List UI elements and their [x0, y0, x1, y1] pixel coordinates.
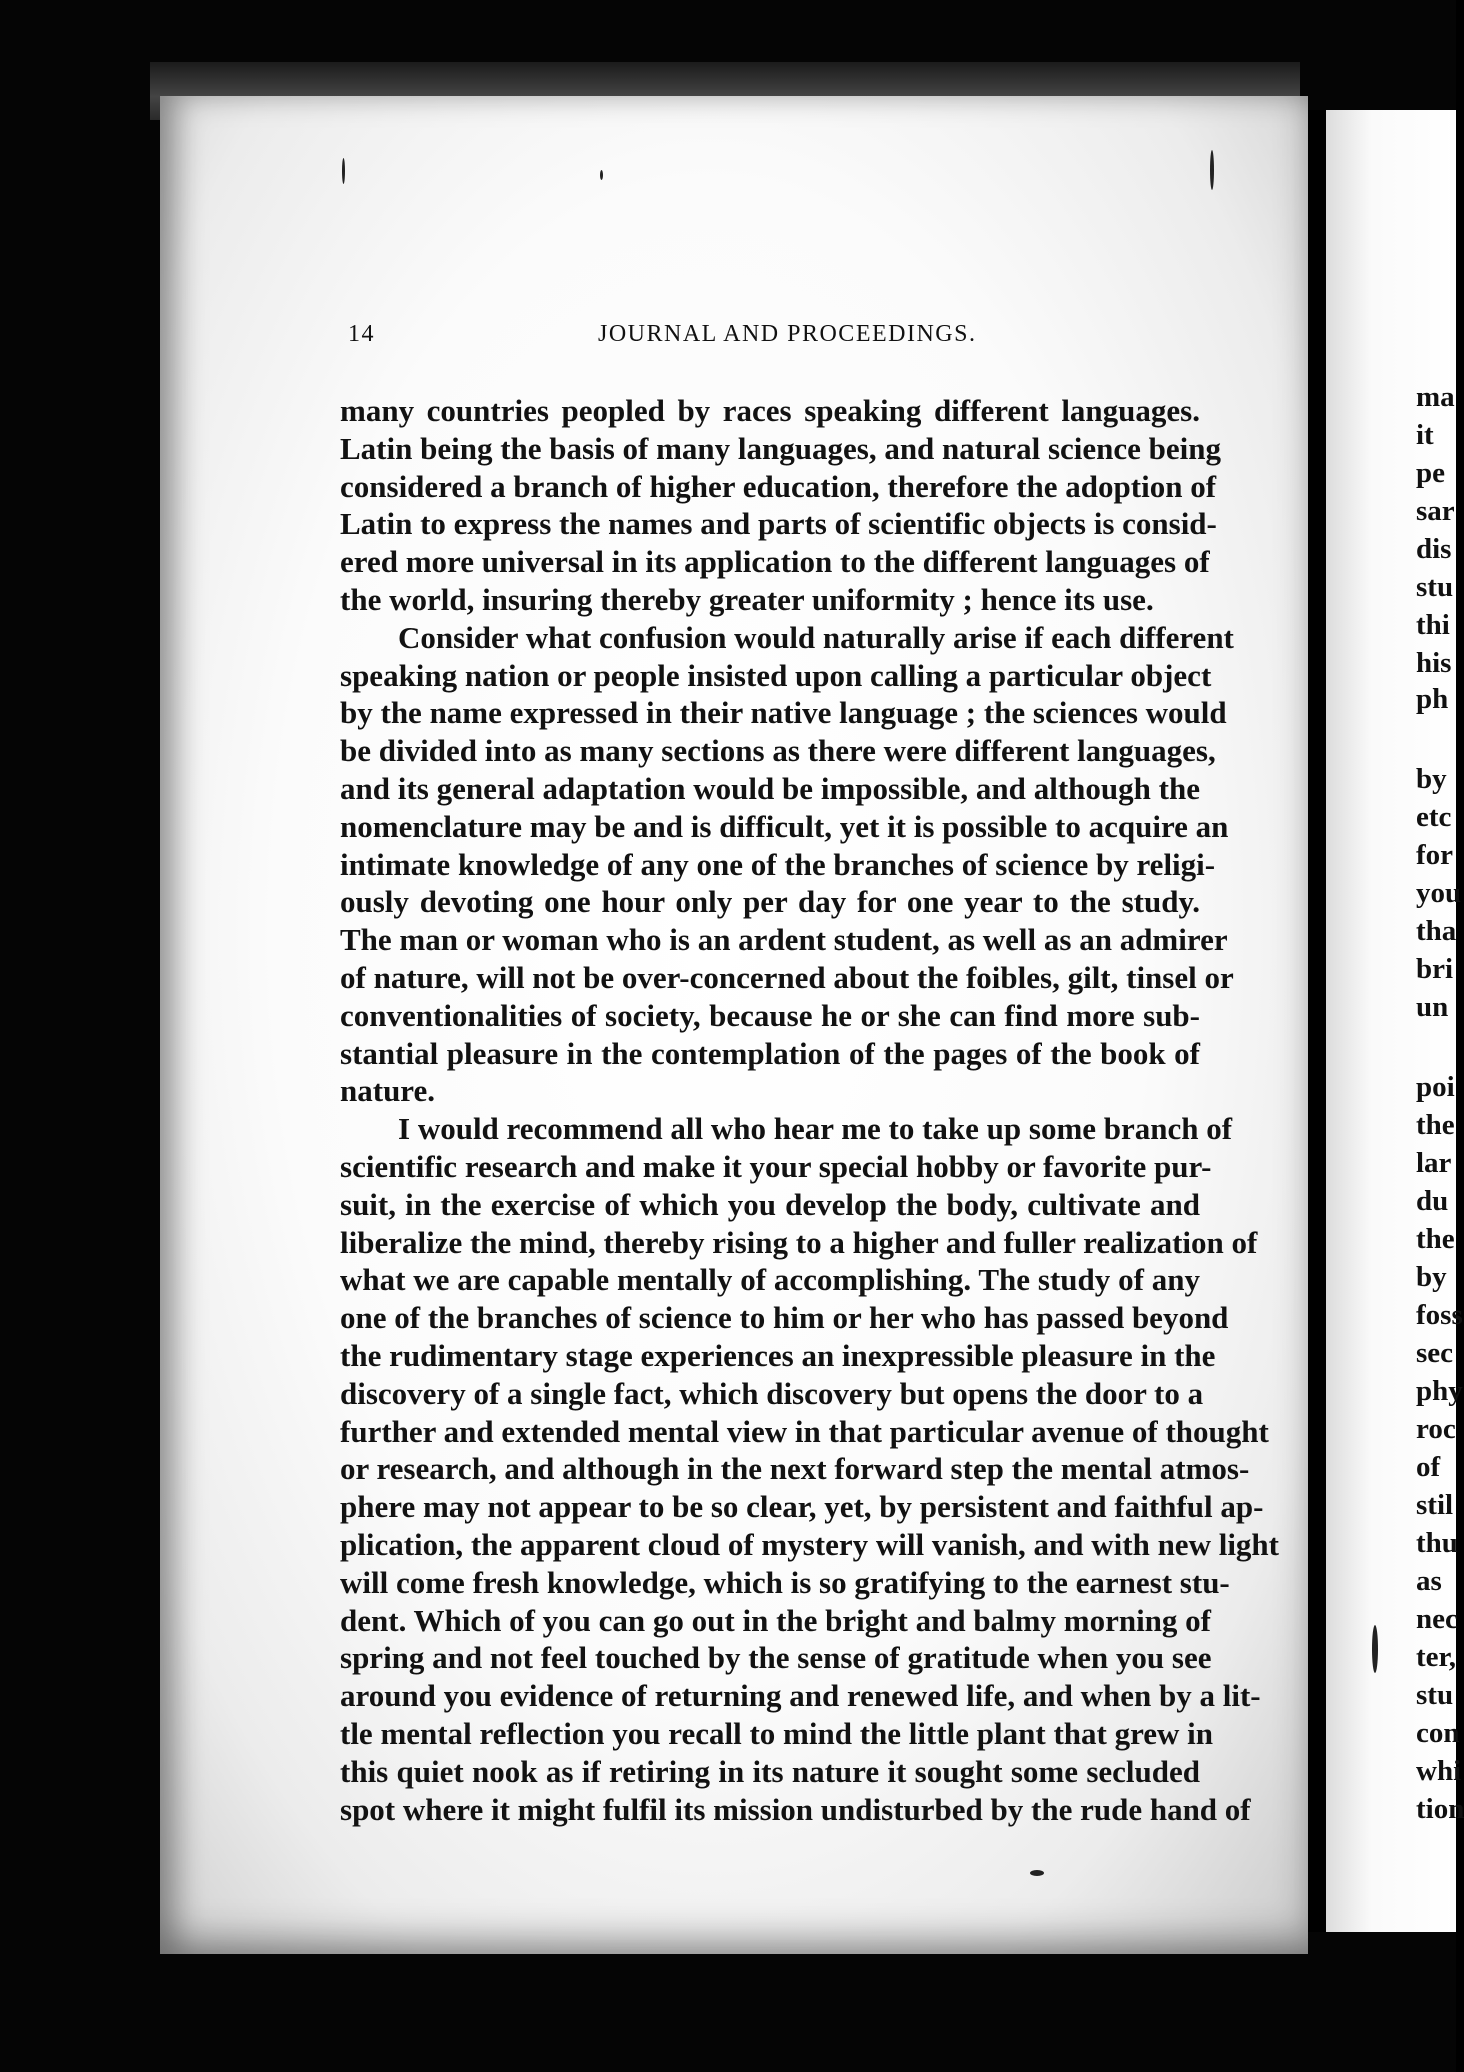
body-line: many countries peopled by races speaking different languages.: [340, 393, 1200, 428]
facing-page-fragment: for: [1416, 839, 1454, 871]
facing-page-fragment: roc: [1416, 1413, 1456, 1445]
facing-page-fragment: etc: [1416, 801, 1452, 833]
facing-page-fragment: du: [1416, 1185, 1449, 1217]
body-line: tle mental reflection you recall to mind the little plant that grew in: [340, 1716, 1214, 1751]
body-line: suit, in the exercise of which you develop the body, cultivate and: [340, 1187, 1200, 1222]
facing-page-fragment: phy: [1416, 1375, 1463, 1407]
facing-page-fragment: the: [1416, 1109, 1455, 1141]
facing-page: [1326, 110, 1464, 1932]
facing-page-fragment: poi: [1416, 1071, 1455, 1103]
body-line: what we are capable mentally of accomplishing. The study of any: [340, 1262, 1200, 1297]
facing-page-fragment: stu: [1416, 1679, 1454, 1711]
body-line: considered a branch of higher education, therefore the adoption of: [340, 469, 1217, 504]
facing-page-fragment: tion: [1416, 1793, 1464, 1825]
body-line: spring and not feel touched by the sense of gratitude when you see: [340, 1640, 1212, 1675]
facing-page-fragment: as: [1416, 1565, 1442, 1597]
body-line: will come fresh knowledge, which is so gratifying to the earnest stu-: [340, 1565, 1230, 1600]
body-line: intimate knowledge of any one of the branches of science by religi-: [340, 847, 1216, 882]
facing-page-fragment: nec: [1416, 1603, 1458, 1635]
facing-page-fragment: dis: [1416, 533, 1452, 565]
facing-page-fragment: by: [1416, 763, 1447, 795]
body-line: plication, the apparent cloud of mystery will vanish, and with new light: [340, 1527, 1279, 1562]
body-line: and its general adaptation would be impossible, and although the: [340, 771, 1200, 806]
body-line: liberalize the mind, thereby rising to a higher and fuller realization of: [340, 1225, 1258, 1260]
facing-page-fragment: sec: [1416, 1337, 1454, 1369]
scan-speck: [600, 170, 603, 180]
facing-page-fragment: un: [1416, 991, 1449, 1023]
body-line: ously devoting one hour only per day for one year to the study.: [340, 884, 1200, 919]
body-line: around you evidence of returning and renewed life, and when by a lit-: [340, 1678, 1261, 1713]
body-line: I would recommend all who hear me to take up some branch of: [398, 1111, 1233, 1146]
scan-speck: [1030, 1870, 1044, 1876]
body-line: stantial pleasure in the contemplation of the pages of the book of: [340, 1036, 1200, 1071]
facing-page-fragment: foss: [1416, 1299, 1463, 1331]
body-line: ered more universal in its application to the different languages of: [340, 544, 1210, 579]
body-line: scientific research and make it your special hobby or favorite pur-: [340, 1149, 1212, 1184]
body-line: by the name expressed in their native language ; the sciences would: [340, 695, 1227, 730]
scan-speck: [1210, 150, 1214, 190]
facing-page-fragment: you: [1416, 877, 1462, 909]
facing-page-fragment: whi: [1416, 1755, 1462, 1787]
facing-page-fragment: sar: [1416, 495, 1455, 527]
facing-page-fragment: con: [1416, 1717, 1460, 1749]
facing-page-fragment: it: [1416, 419, 1434, 451]
scan-speck: [342, 158, 345, 184]
body-line: phere may not appear to be so clear, yet, by persistent and faithful ap-: [340, 1489, 1264, 1524]
body-line: Latin to express the names and parts of scientific objects is consid-: [340, 506, 1217, 541]
facing-page-fragment: of: [1416, 1451, 1441, 1483]
body-line: discovery of a single fact, which discovery but opens the door to a: [340, 1376, 1204, 1411]
scan-speck: [1372, 1625, 1378, 1673]
facing-page-fragment: lar: [1416, 1147, 1452, 1179]
facing-page-fragment: stil: [1416, 1489, 1454, 1521]
facing-page-fragment: his: [1416, 647, 1452, 679]
running-title: JOURNAL AND PROCEEDINGS.: [598, 321, 977, 347]
facing-page-fragment: ter,: [1416, 1641, 1456, 1673]
body-line: Consider what confusion would naturally arise if each different: [398, 620, 1234, 655]
body-line: or research, and although in the next forward step the mental atmos-: [340, 1451, 1250, 1486]
facing-page-fragment: pe: [1416, 457, 1445, 489]
body-line: nomenclature may be and is difficult, yet it is possible to acquire an: [340, 809, 1229, 844]
facing-page-fragment: ma: [1416, 381, 1455, 413]
body-line: conventionalities of society, because he or she can find more sub-: [340, 998, 1200, 1033]
facing-page-fragment: thi: [1416, 609, 1450, 641]
page-number: 14: [348, 321, 375, 347]
body-line: nature.: [340, 1073, 436, 1108]
book-gutter: [1308, 110, 1326, 1932]
facing-page-fragment: bri: [1416, 953, 1454, 985]
body-line: this quiet nook as if retiring in its nature it sought some secluded: [340, 1754, 1200, 1789]
facing-page-fragment: tha: [1416, 915, 1457, 947]
facing-page-fragment: by: [1416, 1261, 1447, 1293]
body-line: be divided into as many sections as there were different languages,: [340, 733, 1216, 768]
body-line: the world, insuring thereby greater uniformity ; hence its use.: [340, 582, 1154, 617]
facing-page-fragment: thu: [1416, 1527, 1458, 1559]
body-line: one of the branches of science to him or her who has passed beyond: [340, 1300, 1229, 1335]
body-line: of nature, will not be over-concerned about the foibles, gilt, tinsel or: [340, 960, 1234, 995]
facing-page-fragment: the: [1416, 1223, 1455, 1255]
body-line: further and extended mental view in that particular avenue of thought: [340, 1414, 1269, 1449]
body-line: spot where it might fulfil its mission undisturbed by the rude hand of: [340, 1792, 1251, 1827]
body-line: The man or woman who is an ardent student, as well as an admirer: [340, 922, 1228, 957]
facing-page-fragment: ph: [1416, 683, 1449, 715]
facing-page-fragment: stu: [1416, 571, 1454, 603]
body-line: speaking nation or people insisted upon calling a particular object: [340, 658, 1212, 693]
body-line: Latin being the basis of many languages, and natural science being: [340, 431, 1222, 466]
body-line: the rudimentary stage experiences an inexpressible pleasure in the: [340, 1338, 1216, 1373]
body-line: dent. Which of you can go out in the bright and balmy morning of: [340, 1603, 1211, 1638]
